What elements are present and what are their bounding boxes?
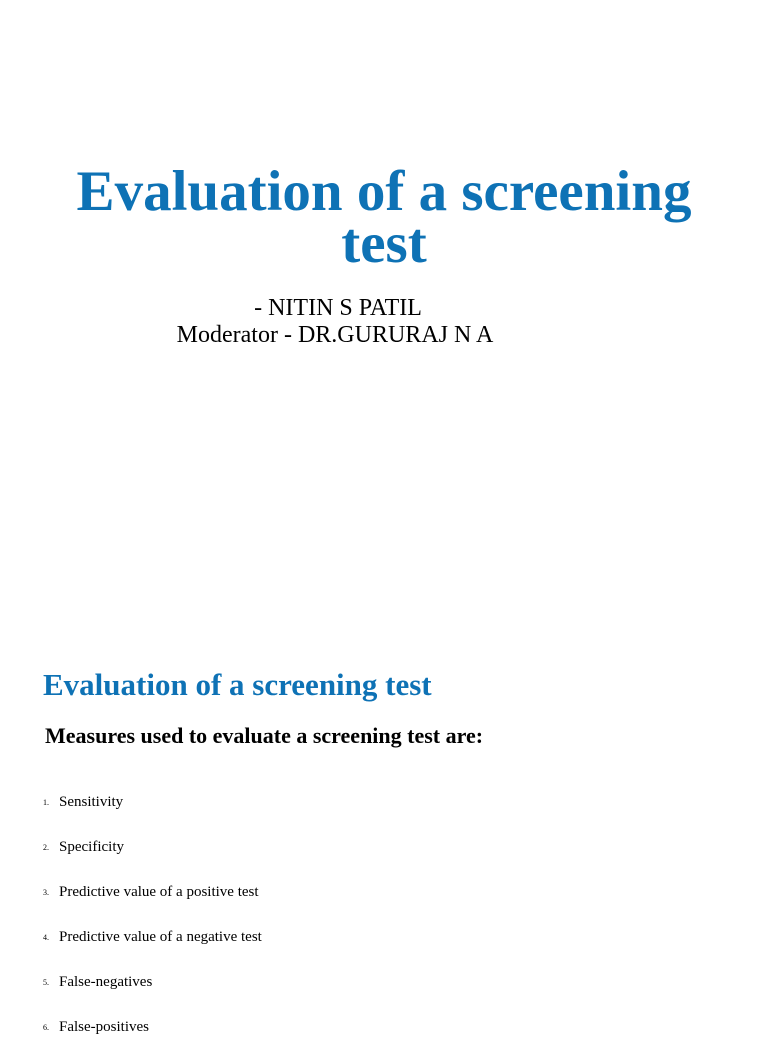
- presenter-name: - NITIN S PATIL: [254, 295, 422, 321]
- list-label: Predictive value of a positive test: [59, 884, 259, 900]
- list-number: 1.: [43, 798, 49, 807]
- list-item: [0, 879, 600, 924]
- list-number: 3.: [43, 888, 49, 897]
- list-label: False-negatives: [59, 974, 153, 990]
- slide-title: Evaluation of a screening test: [43, 667, 432, 702]
- list-item: [0, 789, 600, 834]
- slide-subtitle: Measures used to evaluate a screening test are:: [45, 723, 484, 748]
- list-label: Predictive value of a negative test: [59, 929, 262, 945]
- list-item: [0, 924, 600, 969]
- list-label: False-positives: [59, 1019, 149, 1035]
- list-number: 5.: [43, 978, 49, 987]
- list-number: 4.: [43, 933, 49, 942]
- measures-list: [0, 789, 600, 1059]
- list-number: 2.: [43, 843, 49, 852]
- list-number: 6.: [43, 1023, 49, 1032]
- list-label: Sensitivity: [59, 794, 124, 810]
- list-item: [0, 834, 600, 879]
- list-item: [0, 1014, 600, 1059]
- list-label: Specificity: [59, 839, 124, 855]
- list-item: [0, 969, 600, 1014]
- presentation-title: Evaluation of a screening test: [76, 160, 692, 275]
- moderator-name: Moderator - DR.GURURAJ N A: [176, 322, 494, 348]
